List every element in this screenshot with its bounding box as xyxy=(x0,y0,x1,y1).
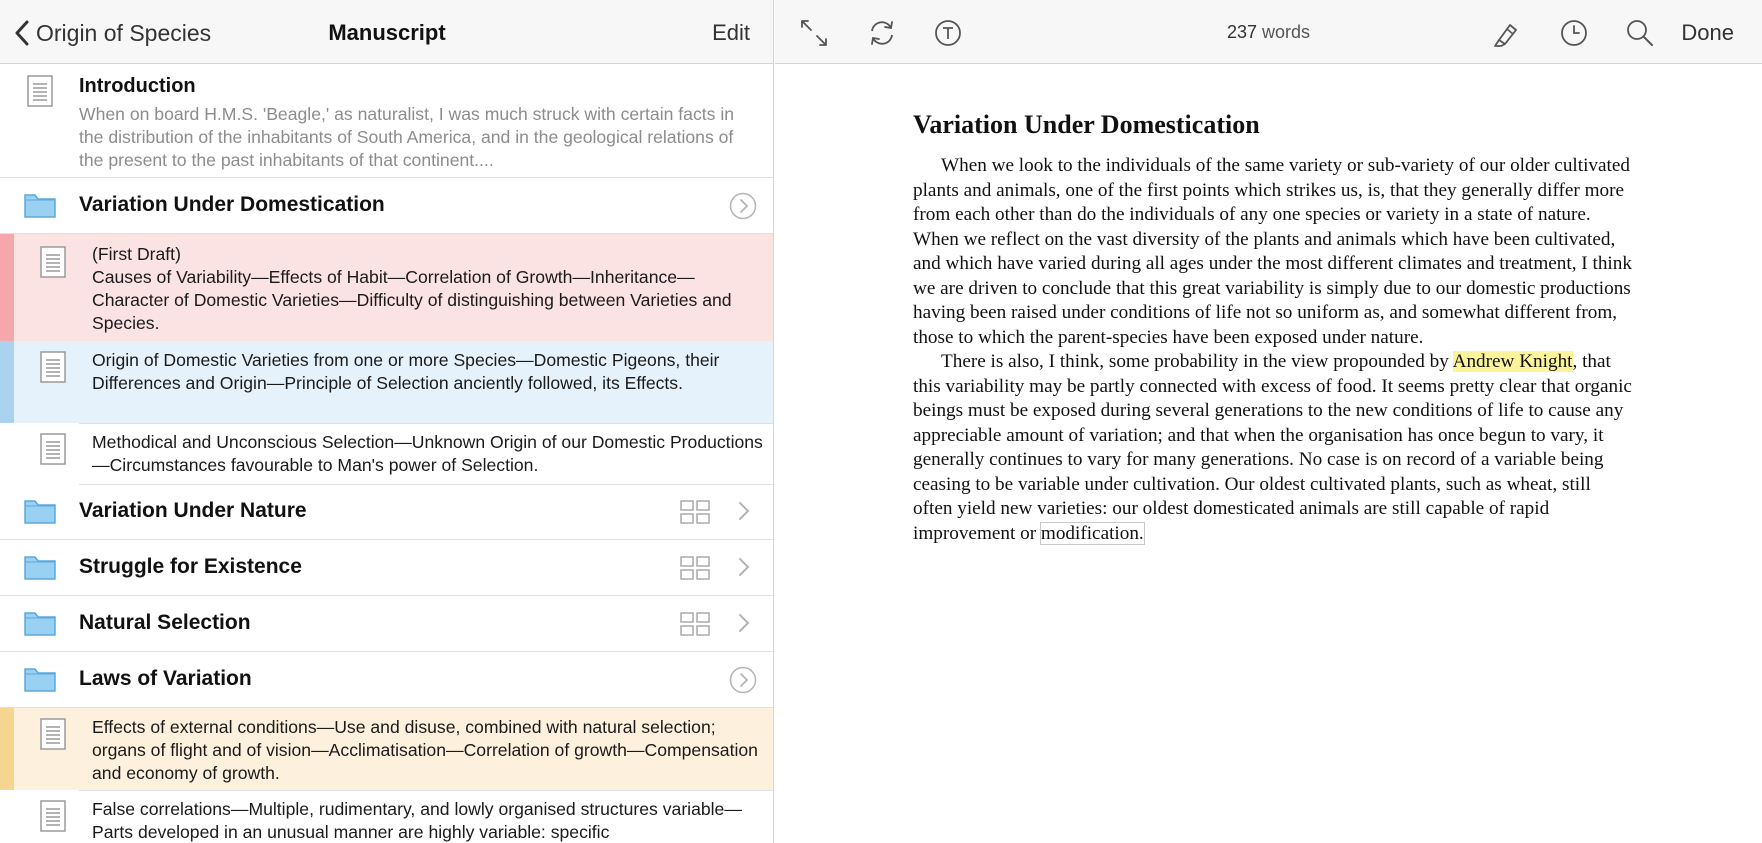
binder-list xyxy=(0,65,774,843)
chevron-left-icon xyxy=(14,20,30,46)
item-note: (First Draft) xyxy=(92,244,181,264)
label-color-bar xyxy=(0,341,14,423)
binder-navbar xyxy=(0,0,774,64)
back-button[interactable] xyxy=(14,18,211,48)
word-count-number: 237 xyxy=(1226,22,1257,42)
document-icon xyxy=(40,351,66,383)
document-editor[interactable] xyxy=(913,110,1633,546)
selected-text: modification. xyxy=(1040,522,1144,544)
folder-title: Variation Under Nature xyxy=(79,499,307,522)
item-text: Methodical and Unconscious Selection—Unknown Origin of our Domestic Productions—Circumstances favourable to Man's power of Selection. xyxy=(92,432,763,475)
item-text: Effects of external conditions—Use and disuse, combined with natural selection; organs of flight and of vision—Acclimatisation—Correlation of growth—Compensation and economy of growth. xyxy=(92,717,758,783)
edit-button[interactable]: Edit xyxy=(712,20,750,45)
folder-title: Natural Selection xyxy=(79,611,251,634)
label-color-bar xyxy=(0,234,14,341)
document-icon xyxy=(27,75,53,107)
chevron-circle-icon[interactable] xyxy=(729,192,757,220)
binder-folder-variation-domestication[interactable] xyxy=(0,178,774,234)
sync-icon[interactable] xyxy=(867,18,897,48)
done-button[interactable]: Done xyxy=(1681,20,1734,45)
word-count-unit: words xyxy=(1262,22,1311,42)
highlighter-icon[interactable] xyxy=(1491,18,1523,50)
binder-item-false-correlations[interactable] xyxy=(0,790,774,843)
binder-item-effects-external-conditions[interactable] xyxy=(0,708,774,790)
paragraph xyxy=(913,350,1633,546)
document-icon xyxy=(40,433,66,465)
chevron-right-icon[interactable] xyxy=(738,557,750,577)
expand-icon[interactable] xyxy=(799,18,829,48)
item-synopsis: When on board H.M.S. 'Beagle,' as naturalist, I was much struck with certain facts in the distribution of the inhabitants of South America, and in the geological relations of the present to the past inhabitants of that continent.... xyxy=(79,104,735,170)
search-icon[interactable] xyxy=(1625,18,1655,48)
binder-title: Manuscript xyxy=(328,20,446,45)
binder-folder-natural-selection[interactable] xyxy=(0,596,774,652)
item-synopsis xyxy=(92,243,764,335)
paragraph: When we look to the individuals of the same variety or sub-variety of our older cultivated plants and animals, one of the first points which strikes us, is, that they generally differ more from each other than do the individuals of any one species or variety in a state of nature. When we reflect on the vast diversity of the plants and animals which have been cultivated, and which have varied during all ages under the most different climates and treatment, I think we are driven to conclude that this great variability is simply due to our domestic productions having been raised under conditions of life not so uniform as, and somewhat different from, those to which the parent-species have been exposed under nature. xyxy=(913,155,1632,348)
folder-icon xyxy=(24,610,56,637)
item-text: Origin of Domestic Varieties from one or more Species—Domestic Pigeons, their Differences and Origin—Principle of Selection anciently followed, its Effects. xyxy=(92,350,720,393)
label-color-bar xyxy=(0,708,14,790)
document-icon xyxy=(40,246,66,278)
folder-title: Struggle for Existence xyxy=(79,555,302,578)
document-heading: Variation Under Domestication xyxy=(913,110,1260,139)
binder-item-introduction[interactable] xyxy=(0,65,774,178)
folder-icon xyxy=(24,666,56,693)
highlighted-text: Andrew Knight xyxy=(1452,351,1573,372)
binder-folder-laws-of-variation[interactable] xyxy=(0,652,774,708)
editor-pane xyxy=(775,0,1762,843)
chevron-right-icon[interactable] xyxy=(738,501,750,521)
chevron-right-icon[interactable] xyxy=(738,613,750,633)
chevron-circle-icon[interactable] xyxy=(729,666,757,694)
folder-title: Laws of Variation xyxy=(79,667,252,690)
text-format-icon[interactable] xyxy=(933,18,963,48)
corkboard-grid-icon[interactable] xyxy=(680,556,710,580)
binder-pane xyxy=(0,0,774,843)
folder-title: Variation Under Domestication xyxy=(79,193,385,216)
corkboard-grid-icon[interactable] xyxy=(680,612,710,636)
corkboard-grid-icon[interactable] xyxy=(680,500,710,524)
folder-icon xyxy=(24,498,56,525)
paragraph-text: There is also, I think, some probability in the view propounded by xyxy=(941,351,1453,372)
paragraph-text: , that this variability may be partly connected with excess of food. It seems pretty clear that organic beings must be exposed during several generations to the new conditions of life to cause any appreciable amount of variation; and that when the organisation has once begun to vary, it generally continues to vary for many generations. No case is on record of a variable being ceasing to be variable under cultivation. Our oldest cultivated plants, such as wheat, still often yield new varieties: our oldest domesticated animals are still capable of rapid improvement or xyxy=(913,351,1632,544)
document-icon xyxy=(40,800,66,832)
item-text: False correlations—Multiple, rudimentary, and lowly organised structures variable—Parts developed in an unusual manner are highly variable: specific xyxy=(92,799,742,842)
binder-item-origin-of-domestic-varieties[interactable] xyxy=(0,341,774,423)
editor-toolbar xyxy=(775,0,1762,64)
word-count xyxy=(1227,22,1310,42)
item-title: Introduction xyxy=(79,75,196,97)
back-label: Origin of Species xyxy=(36,19,212,46)
binder-folder-variation-nature[interactable] xyxy=(0,484,774,540)
item-text: Causes of Variability—Effects of Habit—Correlation of Growth—Inheritance—Character of Domestic Varieties—Difficulty of distinguishing between Varieties and Species. xyxy=(92,267,732,333)
folder-icon xyxy=(24,554,56,581)
binder-folder-struggle[interactable] xyxy=(0,540,774,596)
clock-icon[interactable] xyxy=(1559,18,1589,48)
binder-item-causes-of-variability[interactable] xyxy=(0,234,774,341)
binder-item-methodical-selection[interactable] xyxy=(0,423,774,484)
document-icon xyxy=(40,718,66,750)
folder-icon xyxy=(24,192,56,219)
